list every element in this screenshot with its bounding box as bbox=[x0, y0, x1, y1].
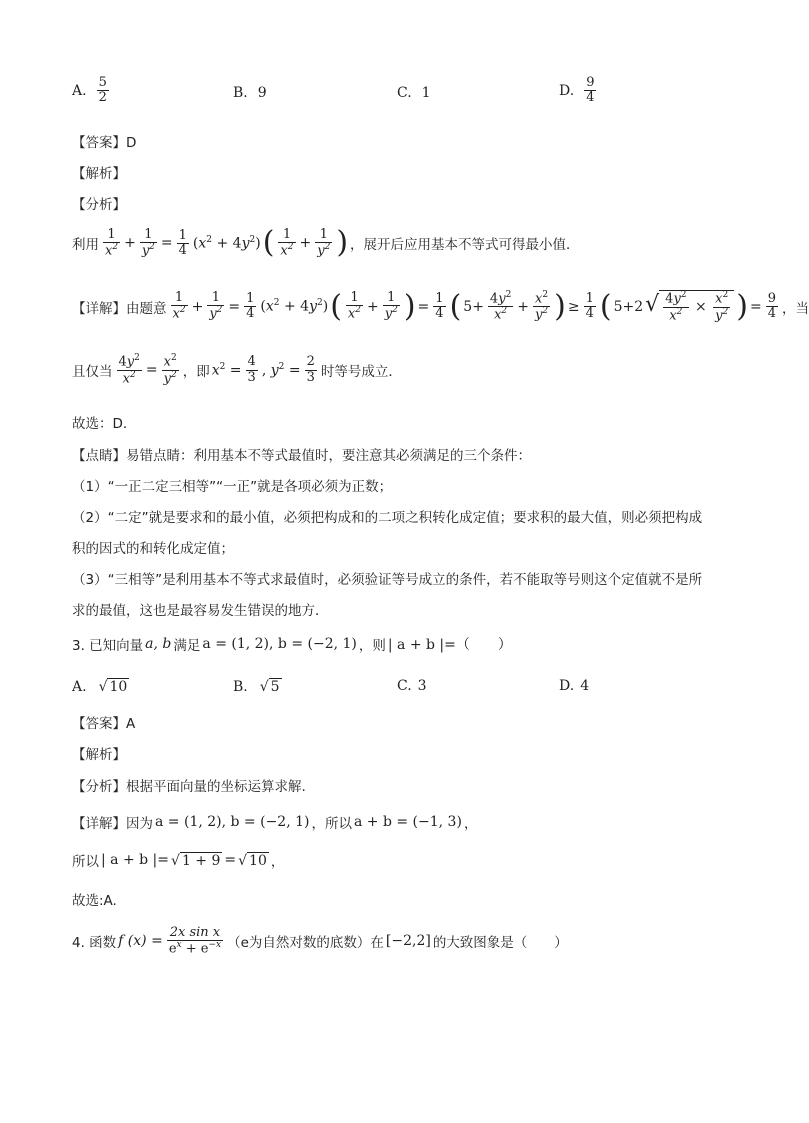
q2-answer: 【答案】D bbox=[72, 135, 137, 151]
fraction: $\frac{\text{2x sin x}}{e^x + e^{-x}}$ bbox=[168, 925, 222, 957]
option-label: B. bbox=[233, 85, 248, 101]
text: 【详解】由题意 bbox=[72, 300, 167, 317]
option-value: 10 bbox=[109, 679, 128, 695]
text: 时等号成立． bbox=[320, 364, 402, 381]
q2-tip-2b: 积的因式的和转化成定值； bbox=[72, 541, 234, 557]
q3-choose: 故选:A. bbox=[72, 893, 117, 909]
fraction: $\frac{1}{4}$ bbox=[178, 227, 187, 258]
fraction: $\frac{1}{y^2}$ bbox=[141, 227, 155, 259]
q3-so-line: 所以 | a + b |= √ 1 + 9 = √ 10 ， bbox=[72, 852, 285, 870]
option-label: D. bbox=[559, 82, 575, 99]
q2-tip-3a: （3）“三相等”是利用基本不等式求最值时，必须验证等号成立的条件，若不能取等号则这个定值就不是所 bbox=[72, 572, 703, 588]
text: ，即 bbox=[182, 364, 210, 381]
option-label: D. bbox=[559, 678, 575, 694]
q2-condition-line: 且仅当 $\frac{4y^2}{x^2}$ = $\frac{x^2}{y^2}$ ，即 $x^2$ = $\frac{4}{3}$ , $y^2$ = $\frac{2}{3}$ 时等号成立． bbox=[72, 353, 402, 386]
option-label: B. bbox=[233, 678, 248, 695]
q2-detail-line: 【详解】由题意 $\frac{1}{x^2}$ + $\frac{1}{y^2}$ = $\frac{1}{4}$ $(x^2 + 4y^2)$ ( $\frac{1}{x^2}$ + $\frac{1}{y^2}$ ) = $\frac{1}{4}$ ( 5+ $\frac{4y^2}{x^2}$ + $\frac{x^2}{y^2}$ ) ≥ $\frac{1}{4}$ ( 5+2 √ $\frac{4y^2}{x^2}$ × $\frac{x^2}{y^2}$ ) = $\frac{9}{4}$ ，当 bbox=[72, 288, 809, 324]
text: （e为自然对数的底数）在 bbox=[227, 935, 384, 952]
q2-tip-2a: （2）“二定”就是要求和的最小值，必须把构成和的二项之积转化成定值；要求积的最大值，则必须把构成 bbox=[72, 510, 703, 526]
vector-equation: a = (1, 2), b = (−2, 1) bbox=[155, 814, 310, 830]
denominator: 2 bbox=[98, 90, 107, 106]
text: 满足 bbox=[173, 638, 201, 654]
option-value: 5 bbox=[270, 679, 280, 695]
numerator: 5 bbox=[98, 75, 107, 90]
function-name: f (x) = bbox=[118, 933, 163, 950]
option-value: 9 bbox=[257, 85, 267, 101]
q2-option-c bbox=[397, 85, 431, 101]
q2-tip-3b: 求的最值，这也是最容易发生错误的地方． bbox=[72, 603, 329, 619]
equals: = bbox=[224, 852, 237, 868]
text: ，所以 bbox=[311, 816, 352, 832]
text: ， bbox=[463, 816, 478, 832]
text: 利用 bbox=[72, 237, 99, 254]
radicand: 1 + 9 bbox=[181, 852, 221, 869]
q3-fenxi: 【分析】根据平面向量的坐标运算求解. bbox=[72, 779, 306, 795]
text: ， bbox=[270, 854, 285, 870]
text: 且仅当 bbox=[72, 364, 113, 381]
option-label: A. bbox=[72, 678, 87, 695]
q3-option-b: B. √ 5 bbox=[233, 678, 280, 695]
q3-detail-line bbox=[72, 812, 477, 832]
numerator: 9 bbox=[586, 75, 595, 90]
option-label: C. bbox=[397, 85, 412, 101]
option-value: 1 bbox=[421, 85, 431, 101]
text: ，展开后应用基本不等式可得最小值． bbox=[350, 237, 580, 254]
text: 【详解】因为 bbox=[72, 816, 153, 832]
fraction: $\frac{1}{y^2}$ bbox=[317, 227, 331, 259]
question-ask: | a + b |=（ ） bbox=[387, 637, 512, 653]
text: 所以 bbox=[72, 854, 99, 870]
q2-choose: 故选：D． bbox=[72, 416, 137, 432]
fraction: $\frac{1}{x^2}$ bbox=[105, 227, 119, 259]
option-label: C. bbox=[397, 678, 412, 694]
q3-option-a: A. √ 10 bbox=[72, 678, 128, 695]
vector-equation: a = (1, 2), b = (−2, 1) bbox=[202, 636, 357, 652]
text: ，则 bbox=[358, 638, 386, 654]
q2-fenxi-heading: 【分析】 bbox=[72, 197, 126, 213]
q2-option-b bbox=[233, 85, 267, 101]
fraction bbox=[584, 76, 596, 106]
q2-tip-1: （1）“一正二定三相等”“一正”就是各项必须为正数； bbox=[72, 479, 393, 495]
interval: [−2,2] bbox=[385, 933, 431, 950]
magnitude-expr: | a + b |= bbox=[101, 852, 170, 868]
fraction bbox=[97, 76, 109, 106]
q2-jiexi-heading: 【解析】 bbox=[72, 166, 126, 182]
denominator: 4 bbox=[586, 90, 595, 106]
q3-answer: 【答案】A bbox=[72, 716, 136, 732]
fraction: $\frac{1}{x^2}$ bbox=[280, 227, 294, 259]
question-number: 4. 函数 bbox=[72, 935, 117, 952]
q2-analysis-line: 利用 $\frac{1}{x^2}$ + $\frac{1}{y^2}$ = $\frac{1}{4}$ $(x^2 + 4y^2)$ ( $\frac{1}{x^2}$ + $\frac{1}{y^2}$ ) ，展开后应用基本不等式可得最小值． bbox=[72, 225, 580, 261]
question-number: 3. 已知向量 bbox=[72, 638, 144, 654]
denominator: e bbox=[168, 941, 177, 957]
q3-jiexi-heading: 【解析】 bbox=[72, 747, 126, 763]
text: ，当 bbox=[782, 300, 809, 317]
option-value: 4 bbox=[580, 678, 590, 694]
q2-option-a bbox=[72, 76, 111, 106]
q3-option-c bbox=[397, 678, 427, 694]
option-value: 3 bbox=[417, 678, 427, 694]
text: 的大致图象是（ ） bbox=[432, 935, 568, 952]
q4-stem bbox=[72, 926, 568, 957]
q3-option-d bbox=[559, 678, 589, 694]
q3-stem: 3. 已知向量 a, b 满足 a = (1, 2), b = (−2, 1) ，则 | a + b |=（ ） bbox=[72, 636, 512, 654]
q2-option-d bbox=[559, 76, 598, 106]
numerator: 2x sin x bbox=[167, 926, 223, 941]
q2-tip-title: 【点睛】易错点睛：利用基本不等式最值时，要注意其必须满足的三个条件： bbox=[72, 448, 531, 464]
radicand: 10 bbox=[249, 852, 267, 869]
vector-sum: a + b = (−1, 3) bbox=[353, 814, 462, 830]
option-label: A. bbox=[72, 82, 87, 99]
